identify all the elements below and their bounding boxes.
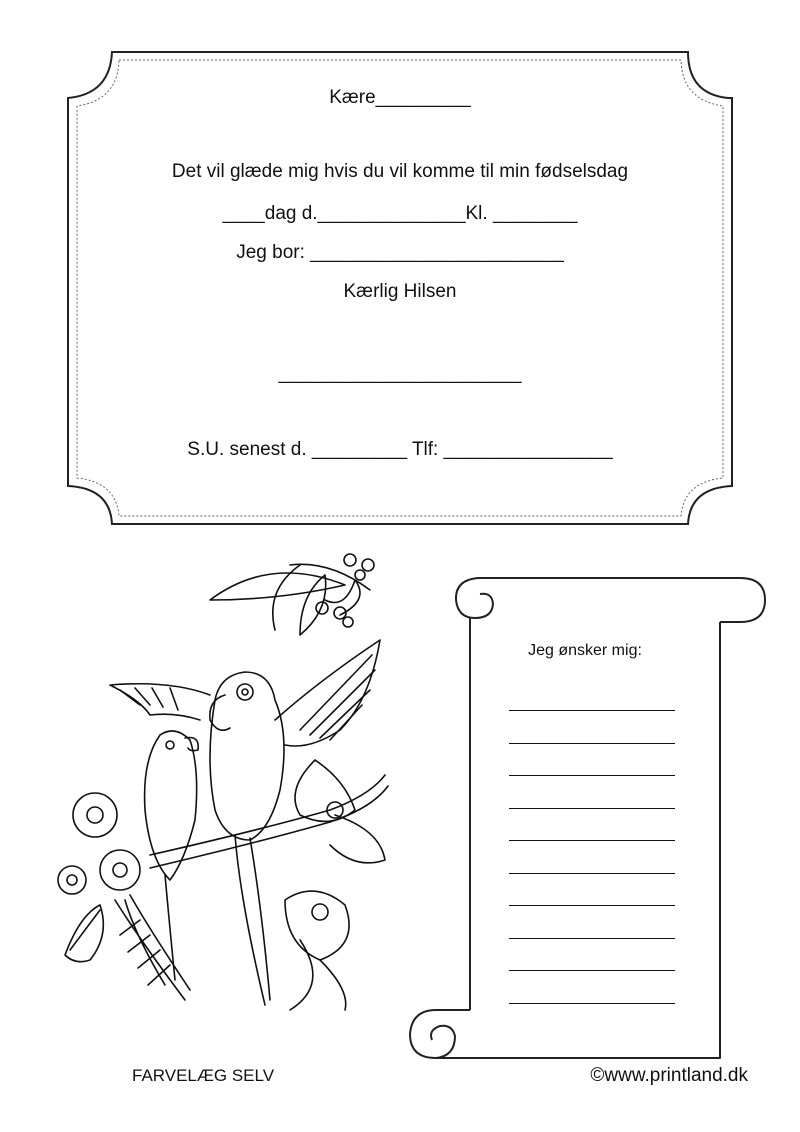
dear-line: Kære_________ xyxy=(329,87,471,108)
wishlist-line xyxy=(509,1003,675,1004)
wishlist-line xyxy=(509,840,675,841)
date-time-line: ____dag d.______________Kl. ________ xyxy=(222,203,578,224)
wishlist-line xyxy=(509,970,675,971)
wishlist-line xyxy=(509,905,675,906)
greeting-text: Kærlig Hilsen xyxy=(343,281,457,302)
wishlist-line xyxy=(509,808,675,809)
wishlist-line xyxy=(509,873,675,874)
invite-text: Det vil glæde mig hvis du vil komme til min fødselsdag xyxy=(171,161,629,182)
wishlist-line xyxy=(509,743,675,744)
footer-copyright: ©www.printland.dk xyxy=(590,1065,748,1086)
wishlist-title: Jeg ønsker mig: xyxy=(528,642,642,659)
wishlist-line xyxy=(509,775,675,776)
wishlist-line xyxy=(509,710,675,711)
signature-line: _______________________ xyxy=(278,363,522,384)
footer-color-yourself: FARVELÆG SELV xyxy=(132,1066,275,1085)
wishlist-line xyxy=(509,938,675,939)
rsvp-line: S.U. senest d. _________ Tlf: ________________ xyxy=(187,439,613,460)
address-line: Jeg bor: ________________________ xyxy=(236,242,564,263)
wishlist-blank-lines xyxy=(509,710,675,1035)
